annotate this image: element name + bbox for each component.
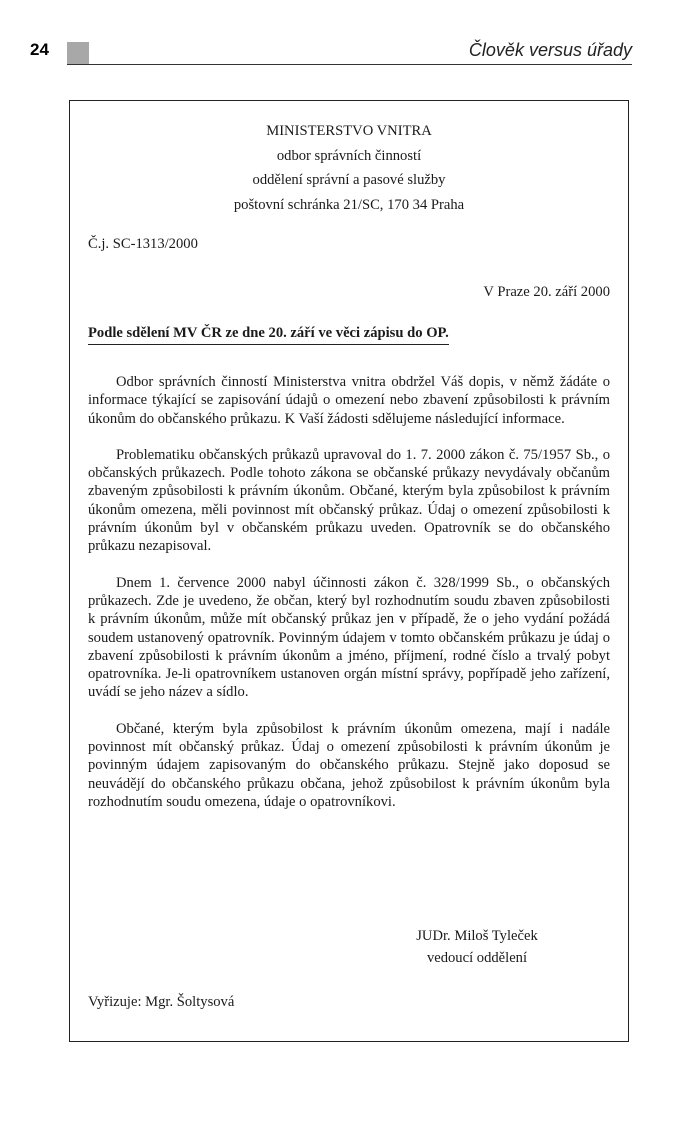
header-rule: [67, 64, 632, 65]
signatory-name: JUDr. Miloš Tyleček: [416, 928, 538, 944]
letter-date: V Praze 20. září 2000: [483, 284, 610, 300]
letterhead-line: poštovní schránka 21/SC, 170 34 Praha: [233, 196, 465, 213]
running-title: Člověk versus úřady: [468, 40, 632, 60]
body-paragraph: Odbor správních činností Ministerstva vnitra obdržel Váš dopis, v němž žádáte o informace týkající se zapisování údajů o omezení nebo zbavení způsobilosti k právním úkonům do občanského průkazu. K Vaší žádosti sdělujeme následující informace.: [88, 374, 610, 427]
letterhead-line: oddělení správní a pasové služby: [252, 172, 446, 188]
header-decor-box: [67, 42, 89, 64]
reference-number: Č.j. SC-1313/2000: [88, 236, 198, 252]
letterhead: [70, 119, 628, 217]
signatory-title: vedoucí oddělení: [426, 950, 528, 966]
handled-by: Vyřizuje: Mgr. Šoltysová: [88, 994, 235, 1010]
body-paragraph: Dnem 1. července 2000 nabyl účinnosti zákon č. 328/1999 Sb., o občanských průkazech. Zde je uvedeno, že občan, který byl rozhodnutím soudu zbaven způsobilosti k právním úkonům, může mít občanský průkaz jen v případě, že o jeho vydání požádá soudem ustanovený opatrovník. Povinným údajem v tomto občanském průkazu je údaj o zbavení způsobilosti k právním úkonům a jméno, příjmení, rodné číslo a trvalý pobyt opatrovníka. Je-li opatrovníkem ustanoven orgán místní správy, popřípadě jeho zařízení, uvádí se jeho název a sídlo.: [88, 574, 610, 701]
letter-body: [88, 373, 610, 829]
signature-block: [397, 925, 557, 969]
letter-subject: Podle sdělení MV ČR ze dne 20. září ve věci zápisu do OP.: [88, 325, 449, 345]
body-paragraph: Problematiku občanských průkazů upravoval do 1. 7. 2000 zákon č. 75/1957 Sb., o občanských průkazech. Podle tohoto zákona se občanské průkazy nevydávaly občanům zbaveným způsobilosti k právním úkonům. Občané, kterým byla způsobilost k právním úkonům omezena, měli povinnost mít občanský průkaz. Údaj o omezení způsobilosti k právním úkonům byl v občanském průkazu uveden. Opatrovník se do občanského průkazu nezapisoval.: [88, 446, 610, 555]
letterhead-line: odbor správních činností: [276, 147, 422, 164]
letter-frame: [69, 100, 629, 1042]
body-paragraph: Občané, kterým byla způsobilost k právním úkonům omezena, mají i nadále povinnost mít občanský průkaz. Údaj o omezení způsobilosti k právním úkonům je povinným údajem zapisovaným do občanského průkazu. Stejně jako doposud se neuvádějí do občanského průkazu občana, jehož způsobilost k právním úkonům byla rozhodnutím soudu omezena, údaje o opatrovníkovi.: [88, 720, 610, 810]
letterhead-line: MINISTERSTVO VNITRA: [266, 123, 432, 139]
page-number: 24: [30, 40, 49, 59]
